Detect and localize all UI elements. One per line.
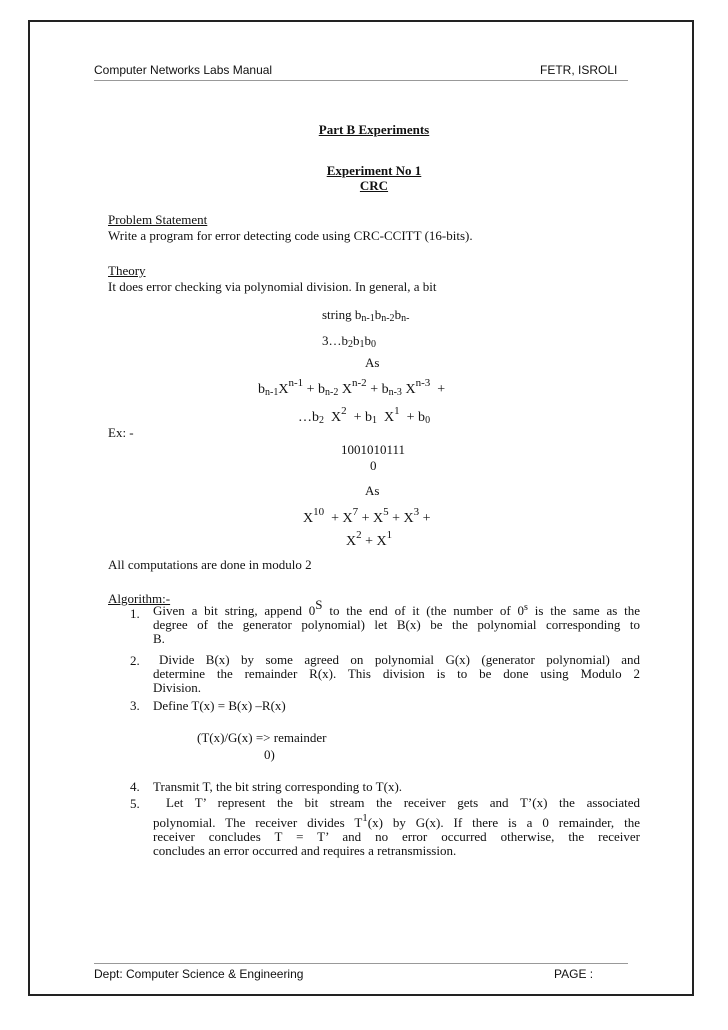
polynomial-line-1: $b_{n-1}X^{n-1} + b_{n-2}$ $X^{n-2} + b_{n-3}$ $X^{n-3}$ + [258, 377, 446, 398]
algo-item-3-num: 3. [130, 698, 140, 713]
algo-item-5-line-2: polynomial. The receiver divides $T^1(x)$ by G(x). If there is a 0 remainder, the [153, 812, 640, 830]
algorithm-heading: Algorithm:- [108, 591, 171, 606]
algo-item-1-line-2: degree of the generator polynomial) let B(x) be the polynomial corresponding to [153, 617, 640, 632]
header-left: Computer Networks Labs Manual [94, 63, 273, 77]
experiment-title: Experiment No 1 [326, 163, 422, 178]
polynomial-line-2: $\dots b_2$ $X^2 + b_1$ $X^1 + b_0$ [298, 405, 431, 426]
algo-item-3-text: Define T(x) = B(x) –R(x) [153, 698, 286, 713]
example-polynomial-2: $X^2 + X^1$ [346, 529, 393, 549]
remainder-line-1: (T(x)/G(x) => remainder [197, 730, 327, 745]
example-bits-1: 1001010111 [341, 442, 406, 457]
problem-heading: Problem Statement [108, 212, 208, 227]
as-label-2: As [365, 483, 380, 498]
algo-item-5-line-1: Let T’ represent the bit stream the receiver gets and T’(x) the associated [166, 795, 640, 810]
algo-item-1 [153, 597, 640, 646]
remainder-line-2: 0) [264, 747, 275, 762]
theory-heading: Theory [108, 263, 146, 278]
example-bits-2: 0 [370, 458, 377, 473]
footer-left: Dept: Computer Science & Engineering [94, 967, 304, 981]
algo-item-2-line-3: Division. [153, 680, 202, 695]
example-polynomial-1: $X^{10} + X^7 + X^5 + X^3$ + [303, 506, 431, 526]
algo-item-4-text: Transmit T, the bit string corresponding to T(x). [153, 779, 403, 794]
part-title: Part B Experiments [318, 122, 430, 137]
problem-text: Write a program for error detecting code using CRC-CCITT (16-bits). [108, 228, 473, 243]
algo-item-1-num: 1. [130, 606, 140, 621]
algo-item-5 [153, 796, 640, 858]
footer-rule [94, 963, 628, 964]
algo-item-1-line-1: Given a bit string, append $0^S$ to the end of it (the number of 0$^s$ is the same as the [153, 597, 640, 618]
algo-item-5-num: 5. [130, 796, 140, 811]
header-rule [94, 80, 628, 81]
header-right: FETR, ISROLI [540, 63, 618, 77]
algo-item-2-line-2: determine the remainder R(x). This division is to be done using Modulo 2 [153, 666, 640, 681]
algo-item-4-num: 4. [130, 779, 140, 794]
theory-text: It does error checking via polynomial division. In general, a bit [108, 279, 437, 294]
algo-item-5-line-3: receiver concludes T = T’ and no error occurred otherwise, the receiver [153, 829, 640, 844]
modulo-text: All computations are done in modulo 2 [108, 557, 312, 572]
as-label-1: As [365, 355, 380, 370]
formula-bits-line: $3\dots b_2b_1b_0$ [322, 333, 376, 350]
algo-item-1-line-3: B. [153, 631, 165, 646]
example-label: Ex: - [108, 425, 134, 440]
formula-string-line: string $b_{n-1}b_{n-2}b_{n-}$ [322, 307, 410, 324]
algo-item-5-line-4: concludes an error occurred and requires a retransmission. [153, 843, 457, 858]
algo-item-2-num: 2. [130, 653, 140, 668]
algo-item-2-line-1: Divide B(x) by some agreed on polynomial G(x) (generator polynomial) and [159, 652, 640, 667]
topic-title: CRC [359, 178, 389, 193]
algo-item-2 [153, 653, 640, 695]
footer-right: PAGE : [554, 967, 594, 981]
